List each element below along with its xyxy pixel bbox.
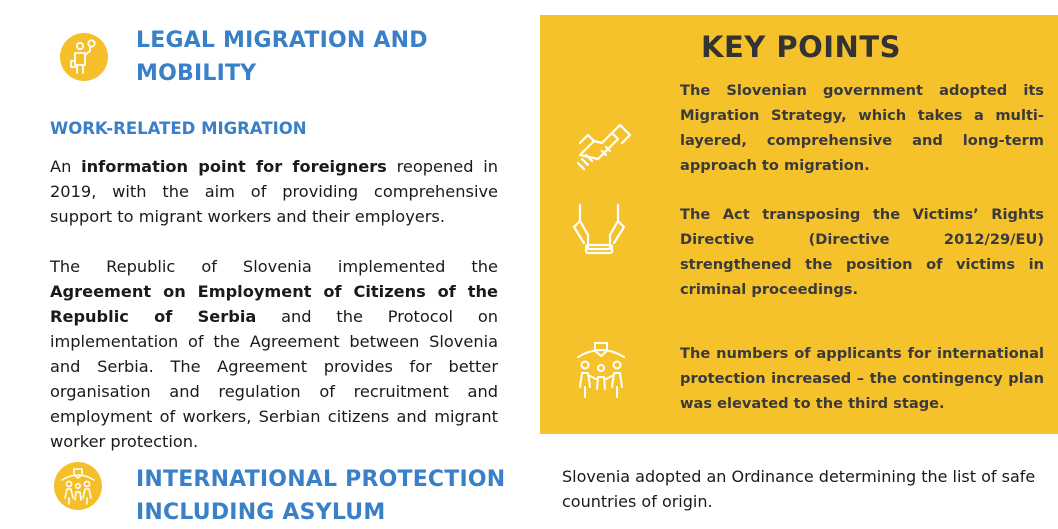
family-shield-icon [568,337,634,403]
paragraph-safe-countries: Slovenia adopted an Ordinance determining the list of safe countries of origin. [562,467,1036,511]
handshake-icon [572,111,638,177]
key-points-title: KEY POINTS [700,30,901,64]
paragraph-information-point: An information point for foreigners reopened in 2019, with the aim of providing comprehensive support to migrant workers and their employers. [50,157,498,226]
subtitle-work-related-migration: WORK-RELATED MIGRATION [50,119,307,138]
worker-with-sign-icon [60,33,108,81]
section-title-international-protection: INTERNATIONAL PROTECTION INCLUDING ASYLUM [136,467,506,525]
protecting-hands-icon [566,197,632,263]
key-point-3-text: The numbers of applicants for international protection increased – the contingency plan was elevated to the third stage. [680,345,1044,412]
section-title-legal-migration: LEGAL MIGRATION AND MOBILITY [136,28,428,86]
key-point-1-text: The Slovenian government adopted its Migration Strategy, which takes a multi-layered, comprehensive and long-term approach to migration. [680,82,1044,174]
key-point-2-text: The Act transposing the Victims’ Rights Directive (Directive 2012/29/EU) strengthened the position of victims in criminal proceedings. [680,206,1044,298]
paragraph-agreement-serbia: The Republic of Slovenia implemented the Agreement on Employment of Citizens of the Republic of Serbia and the Protocol on implementation of the Agreement between Slovenia and Serbia. The Agreement provides for better organisation and regulation of recruitment and employment of workers, Serbian citizens and migrant worker protection. [50,257,499,451]
family-shield-icon [54,462,102,510]
key-points-box [540,15,1058,434]
